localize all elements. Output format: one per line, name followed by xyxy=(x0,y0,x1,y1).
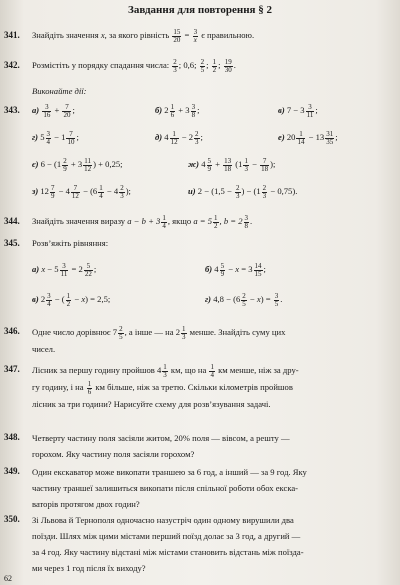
p343-item-b: б) 2 $\frac{1}{6}$ + 3 $\frac{3}{8}$ ; xyxy=(155,102,200,119)
p345-item-v: в) 2 $\frac{3}{4}$ − ( $\frac{1}{2}$ − x) = 2,5; xyxy=(32,291,111,308)
p343-item-e: е) 20 $\frac{1}{14}$ − 13 $\frac{31}{35}$ ; xyxy=(278,129,338,146)
p345-item-a: а) x − 5 $\frac{3}{11}$ = 2 $\frac{5}{22}$ ; xyxy=(32,261,97,278)
problem-number-344: 344. xyxy=(4,216,20,226)
problem-number-349: 349. xyxy=(4,466,20,476)
p345-item-g: г) 4,8 − (6 $\frac{2}{5}$ − x) = $\frac{3}{5}$ . xyxy=(205,291,283,308)
problem-344-text: Знайдіть значення виразу a − b + 3 $\frac{1}{4}$ , якщо a = 5 $\frac{1}{2}$ , b = 2 $\frac{3}{8}$ . xyxy=(32,213,253,230)
p343-item-v: в) 7 − 3 $\frac{3}{11}$ ; xyxy=(278,102,318,119)
problem-number-348: 348. xyxy=(4,432,20,442)
p343-item-g: г) 5 $\frac{3}{4}$ − 1 $\frac{7}{10}$ ; xyxy=(32,129,79,146)
page-number: 62 xyxy=(4,574,12,583)
page-title: Завдання для повторення § 2 xyxy=(128,4,272,16)
p345-item-b: б) 4 $\frac{5}{9}$ − x = 3 $\frac{14}{15}$ ; xyxy=(205,261,266,278)
problem-346-text: Одне число дорівнює 7 $\frac{2}{5}$ , а інше — на 2 $\frac{1}{3}$ менше. Знайдіть суму цих чисел. xyxy=(32,324,286,354)
problem-350-text: Зі Львова й Тернополя одночасно назустріч один одному вирушили два поїзди. Шлях між цими містами перший поїзд долає за 3 год, а другий — за 4 год. Яку частину відстані між містами становить відстань між поїзда- ми через 1 год після їх виходу? xyxy=(32,515,304,573)
problem-number-346: 346. xyxy=(4,326,20,336)
p343-item-i: и) 2 − (1,5 − $\frac{2}{3}$ ) − (1 $\frac{2}{3}$ − 0,75). xyxy=(188,183,298,200)
problem-number-342: 342. xyxy=(4,60,20,70)
problem-349-text: Один екскаватор може викопати траншею за 6 год, а інший — за 9 год. Яку частину траншеї залишиться викопати після спільної роботи обох екска- ваторів протягом двох годин? xyxy=(32,467,307,509)
problem-347-text: Лісник за першу годину пройшов 4 $\frac{1}{3}$ км, що на $\frac{1}{4}$ км менше, ніж за дру- гу годину, і на $\frac{1}{6}$ км більше, ніж за третю. Скільки кілометрів пройшов лісник за три години? Нарисуйте схему для розв’язування задачі. xyxy=(32,362,299,409)
problem-342-text: Розмістіть у порядку спадання числа: $\frac{2}{3}$ ; 0,6; $\frac{2}{5}$ ; $\frac{1}{2}$ ; $\frac{19}{30}$ . xyxy=(32,57,236,74)
problem-number-343: 343. xyxy=(4,105,20,115)
p343-item-ye: є) 6 − (1 $\frac{2}{9}$ + 3 $\frac{11}{12}$ ) + 0,25; xyxy=(32,156,123,173)
problem-345-text: Розв’яжіть рівняння: xyxy=(32,238,109,248)
problem-number-341: 341. xyxy=(4,30,20,40)
problem-348-text: Четверту частину поля засіяли житом, 20% поля — вівсом, а решту — горохом. Яку частину поля засіяли горохом? xyxy=(32,433,290,459)
problem-number-345: 345. xyxy=(4,238,20,248)
problem-number-350: 350. xyxy=(4,514,20,524)
problem-341-text: Знайдіть значення x, за якого рівність $\frac{15}{20}$ = $\frac{3}{x}$ є правильною. xyxy=(32,27,255,44)
p343-item-z: з) 12 $\frac{7}{9}$ − 4 $\frac{7}{12}$ − (6 $\frac{1}{4}$ − 4 $\frac{2}{3}$ ); xyxy=(32,183,131,200)
p343-item-a: а) $\frac{3}{16}$ + $\frac{7}{20}$ ; xyxy=(32,102,75,119)
p343-item-zh: ж) 4 $\frac{5}{9}$ + $\frac{13}{18}$ (1 $\frac{1}{3}$ − $\frac{7}{18}$ ); xyxy=(188,156,276,173)
instruction-perform: Виконайте дії: xyxy=(32,86,87,96)
p343-item-d: д) 4 $\frac{1}{12}$ − 2 $\frac{2}{3}$ ; xyxy=(155,129,203,146)
problem-number-347: 347. xyxy=(4,364,20,374)
